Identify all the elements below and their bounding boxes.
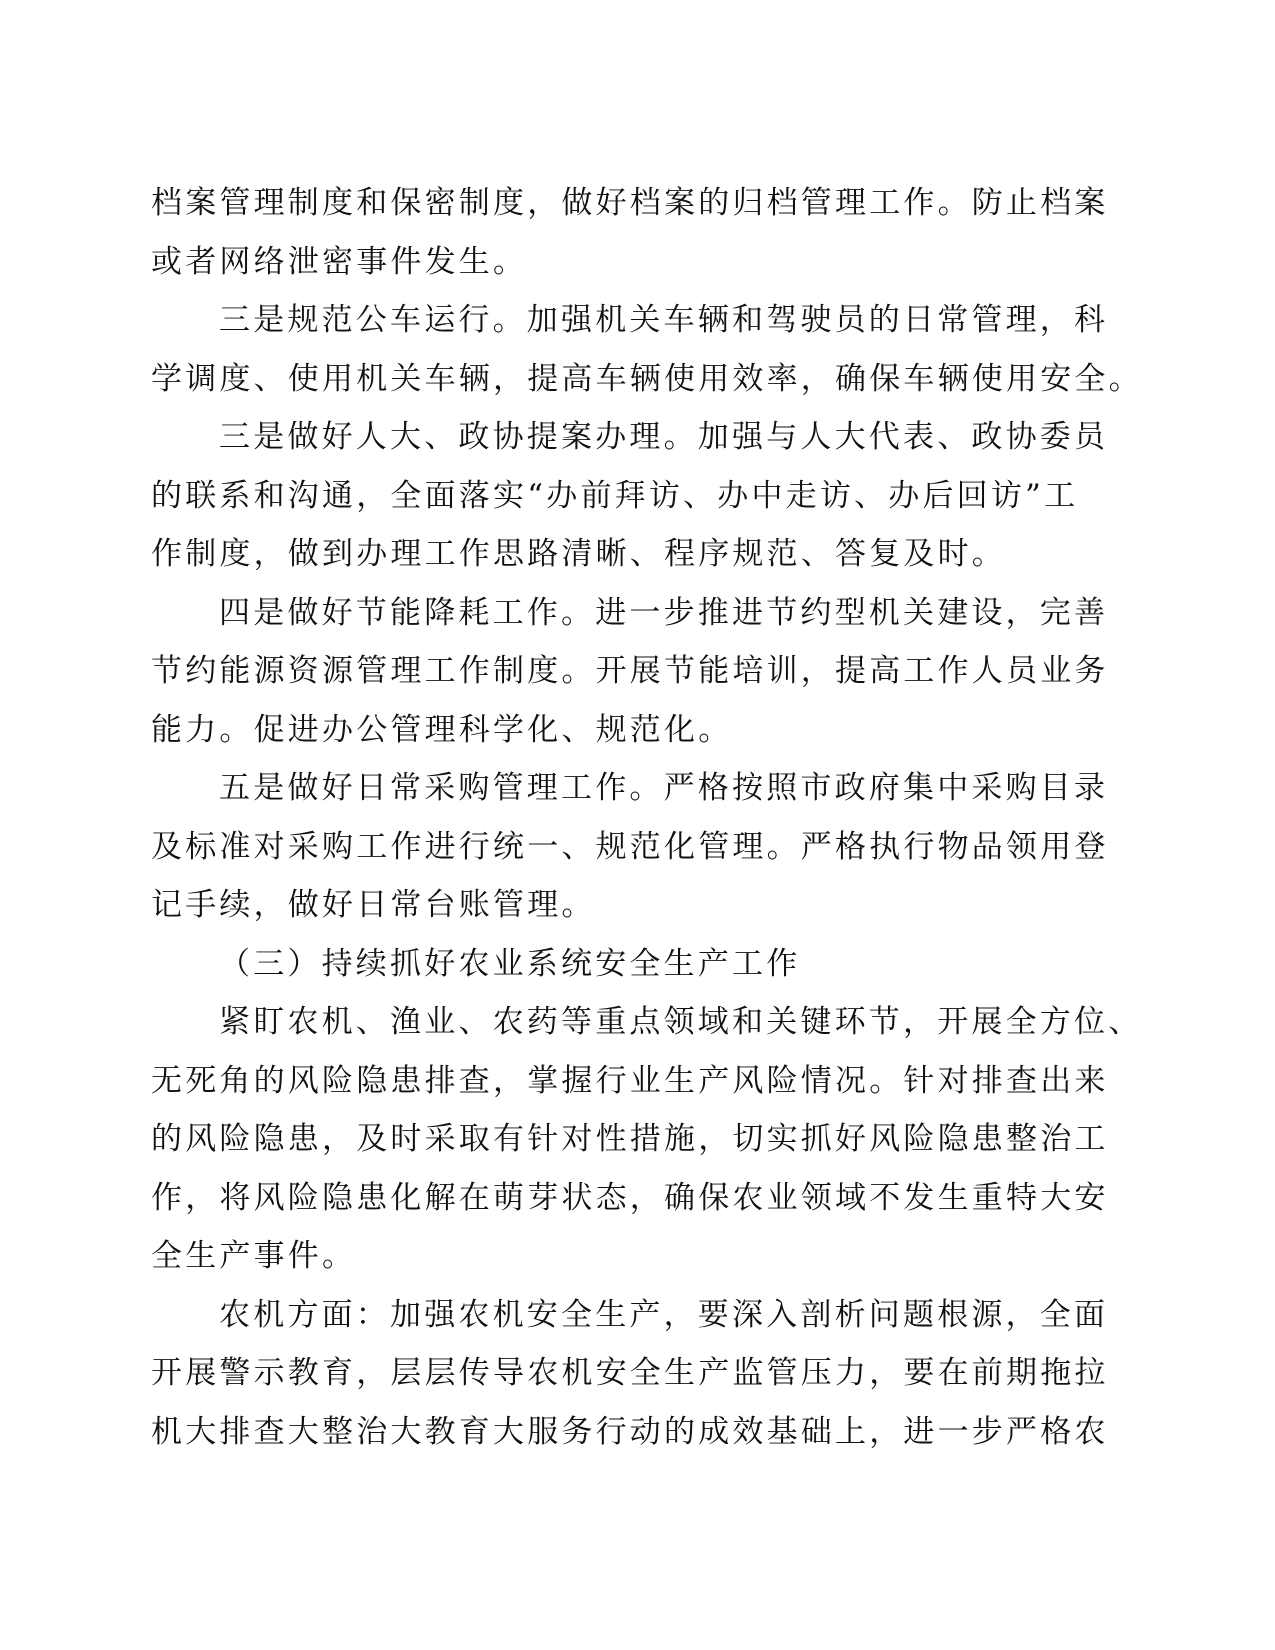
paragraph-start-line: 三是规范公车运行。加强机关车辆和驾驶员的日常管理，科: [219, 302, 1109, 338]
text-line: 作制度，做到办理工作思路清晰、程序规范、答复及时。: [151, 536, 1006, 572]
text-line: 记手续，做好日常台账管理。: [151, 887, 596, 923]
text-line: 学调度、使用机关车辆，提高车辆使用效率，确保车辆使用安全。: [151, 360, 1143, 397]
section-heading: （三）持续抓好农业系统安全生产工作: [219, 945, 801, 982]
text-line: 无死角的风险隐患排查，掌握行业生产风险情况。针对排查出来: [151, 1062, 1109, 1099]
text-line: 全生产事件。: [151, 1238, 357, 1274]
text-line: 作，将风险隐患化解在萌芽状态，确保农业领域不发生重特大安: [151, 1179, 1109, 1216]
paragraph-start-line: 五是做好日常采购管理工作。严格按照市政府集中采购目录: [219, 770, 1109, 806]
text-line: 及标准对采购工作进行统一、规范化管理。严格执行物品领用登: [151, 828, 1109, 865]
text-line: 档案管理制度和保密制度，做好档案的归档管理工作。防止档案: [151, 185, 1109, 221]
text-line: 开展警示教育，层层传导农机安全生产监管压力，要在前期拖拉: [151, 1355, 1109, 1391]
document-body: [151, 174, 1143, 1461]
text-line: 或者网络泄密事件发生。: [151, 243, 528, 280]
text-line: 的联系和沟通，全面落实“办前拜访、办中走访、办后回访”工: [151, 477, 1079, 514]
text-line: 机大排查大整治大教育大服务行动的成效基础上，进一步严格农: [151, 1413, 1109, 1450]
text-line: 节约能源资源管理工作制度。开展节能培训，提高工作人员业务: [151, 653, 1109, 689]
text-line: 的风险隐患，及时采取有针对性措施，切实抓好风险隐患整治工: [151, 1121, 1109, 1157]
paragraph-start-line: 紧盯农机、渔业、农药等重点领域和关键环节，开展全方位、: [219, 1004, 1143, 1040]
paragraph-start-line: 四是做好节能降耗工作。进一步推进节约型机关建设，完善: [219, 594, 1109, 631]
paragraph-start-line: 三是做好人大、政协提案办理。加强与人大代表、政协委员: [219, 419, 1109, 455]
text-line: 能力。促进办公管理科学化、规范化。: [151, 711, 733, 748]
paragraph-start-line: 农机方面：加强农机安全生产，要深入剖析问题根源，全面: [219, 1296, 1109, 1333]
